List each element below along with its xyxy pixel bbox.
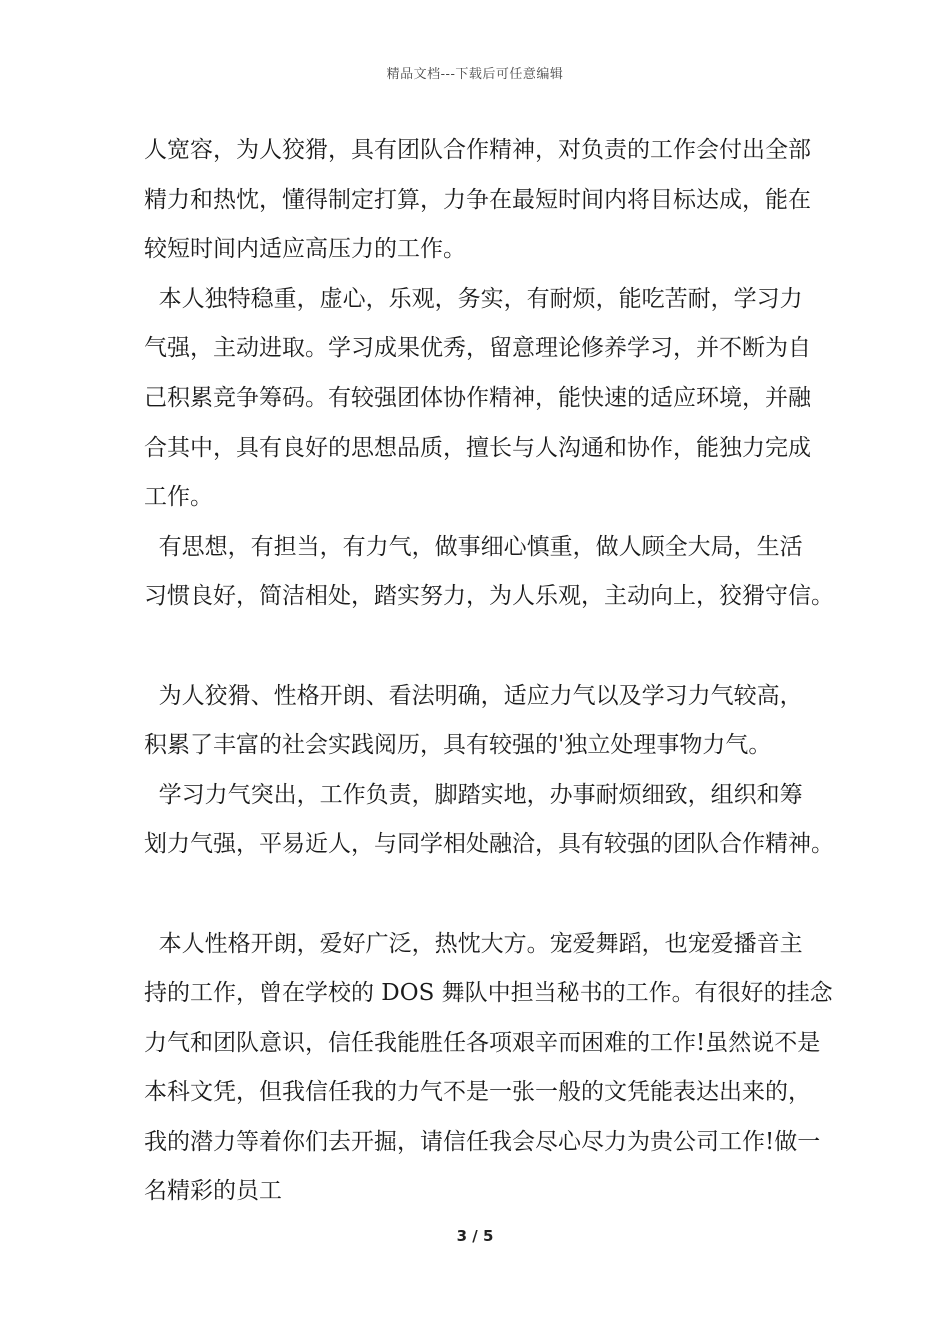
text-line: 持的工作，曾在学校的 DOS 舞队中担当秘书的工作。有很好的挂念	[144, 980, 833, 1007]
text-line: 名精彩的员工	[144, 1178, 282, 1205]
text-line: 学习力气突出，工作负责，脚踏实地，办事耐烦细致，组织和筹	[144, 781, 803, 808]
text-line: 积累了丰富的社会实践阅历，具有较强的'独立处理事物力气。	[144, 732, 772, 759]
text-line: 较短时间内适应高压力的工作。	[144, 236, 466, 263]
text-line: 工作。	[144, 484, 213, 511]
text-line: 力气和团队意识，信任我能胜任各项艰辛而困难的工作!虽然说不是	[144, 1029, 821, 1056]
document-header: 精品文档---下载后可任意编辑	[386, 67, 564, 82]
page-number: 3 / 5	[456, 1227, 494, 1245]
text-line: 习惯良好，简洁相处，踏实努力，为人乐观，主动向上，狡猾守信。	[144, 583, 834, 610]
paragraph-gap	[144, 622, 824, 672]
text-line: 精力和热忱，懂得制定打算，力争在最短时间内将目标达成，能在	[144, 186, 811, 213]
paragraph-gap	[144, 870, 824, 920]
text-line: 本科文凭，但我信任我的力气不是一张一般的文凭能表达出来的，	[144, 1079, 811, 1106]
text-line: 人宽容，为人狡猾，具有团队合作精神，对负责的工作会付出全部	[144, 137, 811, 163]
text-line: 为人狡猾、性格开朗、看法明确，适应力气以及学习力气较高，	[144, 682, 803, 709]
text-line: 有思想，有担当，有力气，做事细心慎重，做人顾全大局，生活	[144, 533, 803, 560]
text-line: 气强，主动进取。学习成果优秀，留意理论修养学习，并不断为自	[144, 335, 811, 362]
text-line: 本人性格开朗，爱好广泛，热忱大方。宠爱舞蹈，也宠爱播音主	[144, 930, 803, 957]
text-line: 我的潜力等着你们去开掘，请信任我会尽心尽力为贵公司工作!做一	[144, 1128, 821, 1155]
text-line: 合其中，具有良好的思想品质，擅长与人沟通和协作，能独力完成	[144, 434, 811, 461]
text-line: 本人独特稳重，虚心，乐观，务实，有耐烦，能吃苦耐，学习力	[144, 285, 803, 312]
text-line: 划力气强，平易近人，与同学相处融洽，具有较强的团队合作精神。	[144, 831, 834, 858]
text-line: 己积累竞争筹码。有较强团体协作精神，能快速的适应环境，并融	[144, 384, 811, 411]
document-body	[144, 126, 834, 1217]
